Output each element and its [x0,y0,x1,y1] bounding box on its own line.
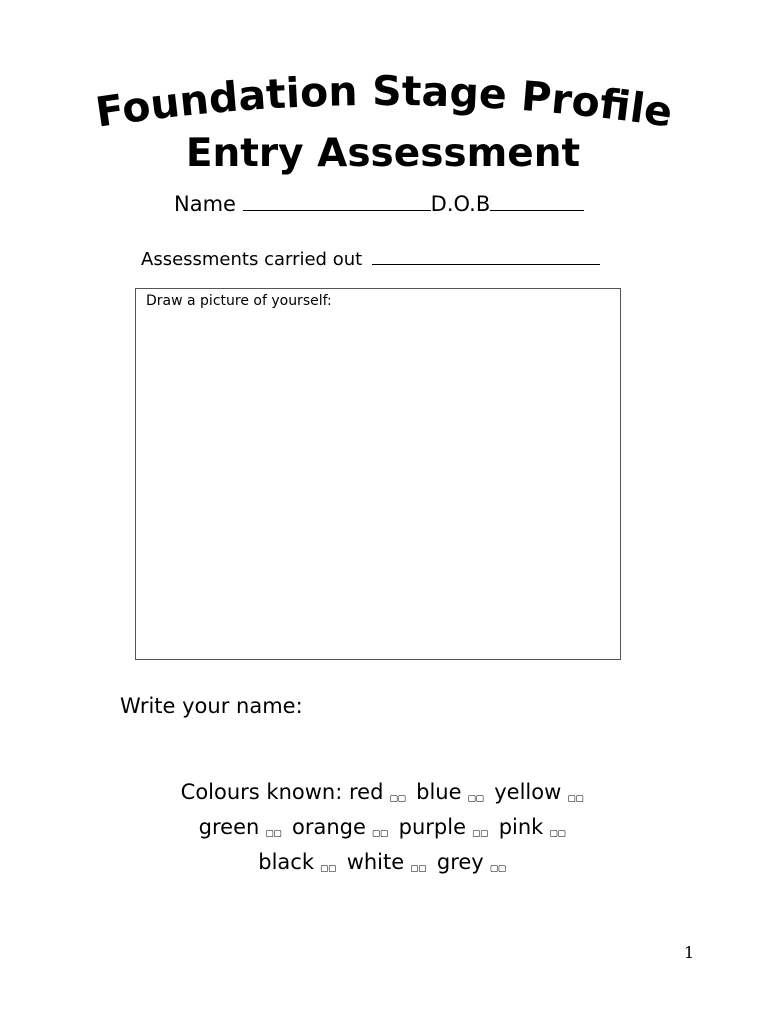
assessments-field[interactable] [372,246,600,265]
name-label: Name [174,192,236,216]
assessments-label: Assessments carried out [141,249,363,270]
checkbox-icon[interactable]: ▢▢ [567,794,584,804]
colours-line-1 [84,778,684,813]
colour-blue: blue [416,780,462,804]
assessments-row [141,246,600,270]
colour-yellow: yellow [494,780,562,804]
checkbox-icon[interactable]: ▢▢ [549,829,566,839]
colours-label: Colours known: [180,780,343,804]
colour-orange: orange [292,815,366,839]
colours-known [84,778,684,883]
colour-green: green [198,815,260,839]
colour-black: black [258,850,314,874]
write-name-label: Write your name: [120,694,303,718]
drawing-prompt: Draw a picture of yourself: [146,293,332,309]
checkbox-icon[interactable]: ▢▢ [410,864,427,874]
colour-purple: purple [398,815,466,839]
title-line-1: Foundation Stage Profile [92,70,676,137]
page-title [0,70,768,190]
checkbox-icon[interactable]: ▢▢ [467,794,484,804]
colour-white: white [346,850,405,874]
checkbox-icon[interactable]: ▢▢ [389,794,406,804]
colour-grey: grey [436,850,484,874]
dob-field[interactable] [490,192,584,211]
page-number: 1 [684,943,695,962]
checkbox-icon[interactable]: ▢▢ [371,829,388,839]
checkbox-icon[interactable]: ▢▢ [265,829,282,839]
name-dob-row [174,192,584,216]
name-field[interactable] [243,192,431,211]
title-line-2: Entry Assessment [185,131,581,176]
colour-pink: pink [498,815,544,839]
colour-red: red [349,780,384,804]
colours-line-3 [84,848,684,883]
checkbox-icon[interactable]: ▢▢ [319,864,336,874]
self-portrait-box[interactable] [135,288,621,660]
dob-label: D.O.B [430,192,491,216]
colours-line-2 [84,813,684,848]
checkbox-icon[interactable]: ▢▢ [471,829,488,839]
checkbox-icon[interactable]: ▢▢ [489,864,506,874]
